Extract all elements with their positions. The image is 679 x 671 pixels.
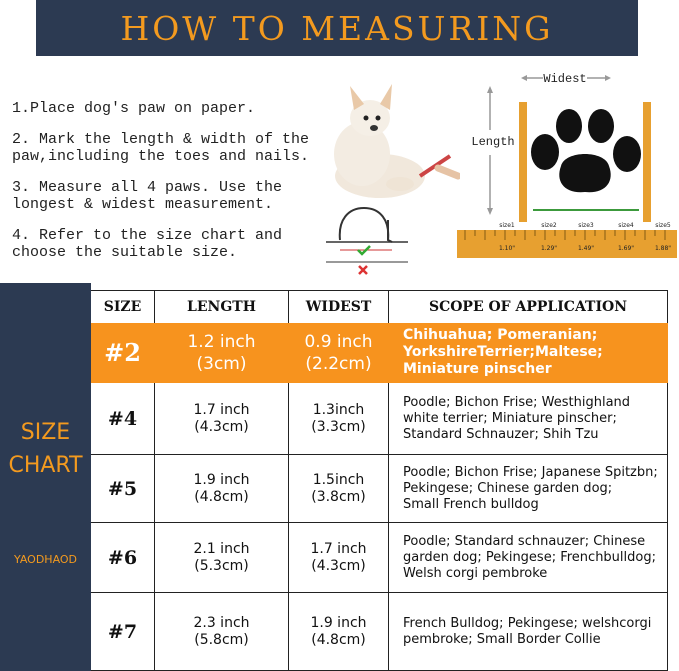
length-inch: 2.3 inch — [193, 614, 250, 631]
header-scope: SCOPE OF APPLICATION — [389, 291, 668, 324]
table-header-row — [91, 290, 668, 324]
widest-inch: 1.5inch — [312, 471, 365, 488]
widest-inch: 1.9 inch — [310, 614, 367, 631]
length-cm: (3cm) — [196, 353, 247, 374]
length-cell — [155, 383, 289, 455]
widest-cm: (3.8cm) — [311, 488, 366, 505]
scope-line: pembroke; Small Border Collie — [403, 631, 601, 647]
widest-cell — [289, 593, 389, 671]
side-label-size: SIZE — [20, 420, 71, 445]
scope-line: YorkshireTerrier;Maltese; — [403, 344, 603, 360]
length-inch: 1.9 inch — [193, 471, 250, 488]
scope-cell — [389, 593, 668, 671]
dog-photo — [300, 76, 460, 206]
ruler-size-3: size3 — [578, 222, 594, 229]
scope-line: garden dog; Pekingese; Frenchbulldog; — [403, 549, 656, 565]
length-cm: (5.8cm) — [194, 631, 249, 648]
step-3: 3. Measure all 4 paws. Use the longest & widest measurement. — [12, 179, 283, 213]
length-inch: 1.7 inch — [193, 401, 250, 418]
length-cell — [155, 323, 289, 383]
widest-cell — [289, 455, 389, 523]
scope-line: Pekingese; Chinese garden dog; — [403, 480, 613, 496]
size-cell: #5 — [91, 455, 155, 523]
ruler-size-2: size2 — [541, 222, 557, 229]
widest-cm: (4.8cm) — [311, 631, 366, 648]
length-cm: (5.3cm) — [194, 557, 249, 574]
widest-cm: (3.3cm) — [311, 418, 366, 435]
ruler-size-4: size4 — [618, 222, 634, 229]
header-length: LENGTH — [155, 291, 289, 324]
size-chart-sidebar — [0, 283, 91, 671]
table-row — [91, 523, 668, 593]
length-cm: (4.3cm) — [194, 418, 249, 435]
widest-inch: 0.9 inch — [304, 331, 373, 352]
scope-cell — [389, 323, 668, 383]
step-2: 2. Mark the length & width of the paw,including the toes and nails. — [12, 131, 310, 165]
title-banner — [36, 0, 638, 56]
size-cell: #7 — [91, 593, 155, 671]
widest-cm: (4.3cm) — [311, 557, 366, 574]
step-4: 4. Refer to the size chart and choose the suitable size. — [12, 227, 283, 261]
length-cell — [155, 593, 289, 671]
paw-on-paper-diagram — [318, 190, 413, 280]
widest-cell — [289, 383, 389, 455]
widest-inch: 1.7 inch — [310, 540, 367, 557]
scope-line: French Bulldog; Pekingese; welshcorgi — [403, 615, 652, 631]
scope-cell — [389, 455, 668, 523]
scope-cell — [389, 383, 668, 455]
length-cell — [155, 523, 289, 593]
scope-line: white terrier; Miniature pinscher; — [403, 410, 617, 426]
length-cm: (4.8cm) — [194, 488, 249, 505]
ruler-value-2: 1.29" — [540, 245, 558, 252]
scope-line: Miniature pinscher — [403, 361, 552, 377]
paw-measurement-diagram — [455, 70, 677, 262]
ruler-value-1: 1.10" — [498, 245, 516, 252]
scope-line: Chihuahua; Pomeranian; — [403, 327, 598, 343]
step-1: 1.Place dog's paw on paper. — [12, 100, 256, 117]
table-row — [91, 593, 668, 671]
brand-name: YAODHAOD — [13, 553, 78, 566]
scope-line: Small French bulldog — [403, 496, 539, 512]
page-title: HOW TO MEASURING — [120, 8, 554, 48]
size-chart-table — [91, 290, 668, 671]
length-cell — [155, 455, 289, 523]
side-label-chart: CHART — [8, 453, 83, 478]
header-widest: WIDEST — [289, 291, 389, 324]
table-row — [91, 383, 668, 455]
ruler-size-1: size1 — [499, 222, 515, 229]
scope-line: Poodle; Standard schnauzer; Chinese — [403, 533, 646, 549]
widest-cm: (2.2cm) — [305, 353, 372, 374]
measuring-steps — [12, 100, 312, 275]
header-size: SIZE — [91, 291, 155, 324]
scope-line: Poodle; Bichon Frise; Westhighland — [403, 394, 631, 410]
widest-inch: 1.3inch — [312, 401, 365, 418]
length-label: Length — [471, 135, 515, 149]
size-cell: #6 — [91, 523, 155, 593]
ruler-size-5: size5 — [655, 222, 671, 229]
table-row-highlighted — [91, 323, 668, 383]
widest-label: Widest — [543, 72, 587, 86]
length-inch: 2.1 inch — [193, 540, 250, 557]
length-inch: 1.2 inch — [187, 331, 256, 352]
ruler-value-5: 1.88" — [654, 245, 672, 252]
widest-cell — [289, 323, 389, 383]
scope-line: Poodle; Bichon Frise; Japanese Spitzbn; — [403, 464, 658, 480]
ruler-value-3: 1.49" — [577, 245, 595, 252]
size-cell: #2 — [91, 323, 155, 383]
scope-cell — [389, 523, 668, 593]
table-row — [91, 455, 668, 523]
scope-line: Welsh corgi pembroke — [403, 565, 548, 581]
size-cell: #4 — [91, 383, 155, 455]
scope-line: Standard Schnauzer; Shih Tzu — [403, 426, 599, 442]
ruler-value-4: 1.69" — [617, 245, 635, 252]
widest-cell — [289, 523, 389, 593]
